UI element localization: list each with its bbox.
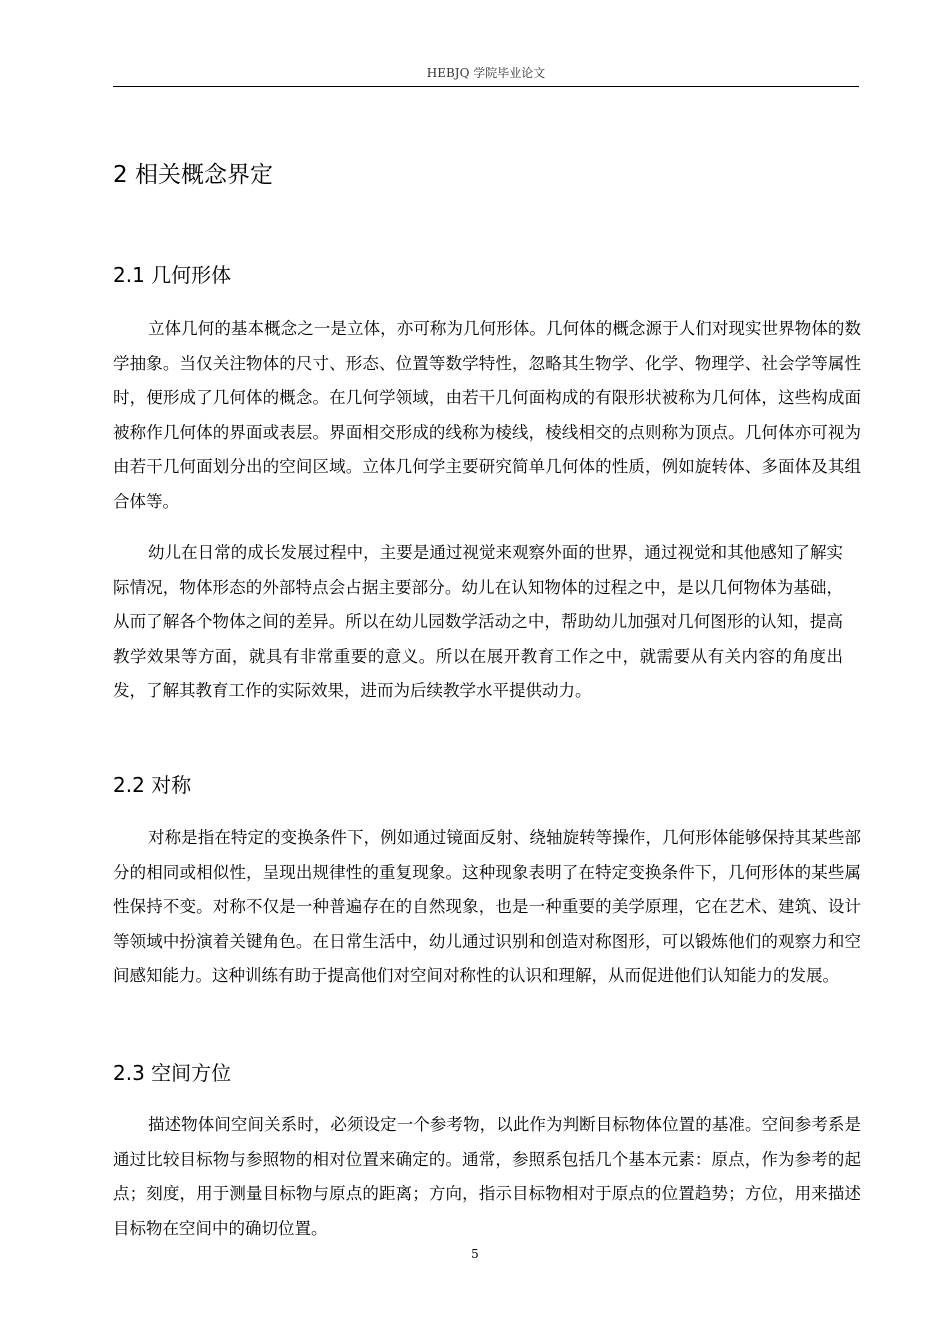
header-title: HEBJQ 学院毕业论文 xyxy=(426,66,546,80)
section-title-2-3: 2.3 空间方位 xyxy=(113,1061,232,1085)
page-header xyxy=(113,64,859,87)
paragraph-children-perception: 幼儿在日常的成长发展过程中，主要是通过视觉来观察外面的世界，通过视觉和其他感知了解实际情况，物体形态的外部特点会占据主要部分。幼儿在认知物体的过程之中，是以几何物体为基础，从而了解各个物体之间的差异。所以在幼儿园数学活动之中，帮助幼儿加强对几何图形的认知，提高教学效果等方面，就具有非常重要的意义。所以在展开教育工作之中，就需要从有关内容的角度出发，了解其教育工作的实际效果，进而为后续教学水平提供动力。 xyxy=(113,543,843,700)
paragraph-geometry-concept: 立体几何的基本概念之一是立体，亦可称为几何形体。几何体的概念源于人们对现实世界物体的数学抽象。当仅关注物体的尺寸、形态、位置等数学特性，忽略其生物学、化学、物理学、社会学等属性时，便形成了几何体的概念。在几何学领域，由若干几何面构成的有限形状被称为几何体，这些构成面被称作几何体的界面或表层。界面相交形成的线称为棱线，棱线相交的点则称为顶点。几何体亦可视为由若干几何面划分出的空间区域。立体几何学主要研究简单几何体的性质，例如旋转体、多面体及其组合体等。 xyxy=(113,319,861,511)
section-title-2-1: 2.1 几何形体 xyxy=(113,263,232,287)
page-number: 5 xyxy=(471,1247,479,1261)
section-title-2-2: 2.2 对称 xyxy=(113,773,192,797)
paragraph-spatial-orientation: 描述物体间空间关系时，必须设定一个参考物，以此作为判断目标物体位置的基准。空间参考系是通过比较目标物与参照物的相对位置来确定的。通常，参照系包括几个基本元素：原点，作为参考的起点；刻度，用于测量目标物与原点的距离；方向，指示目标物相对于原点的位置趋势；方位，用来描述目标物在空间中的确切位置。 xyxy=(113,1115,861,1238)
chapter-title: 2 相关概念界定 xyxy=(113,162,273,188)
paragraph-symmetry: 对称是指在特定的变换条件下，例如通过镜面反射、绕轴旋转等操作，几何形体能够保持其某些部分的相同或相似性，呈现出规律性的重复现象。这种现象表明了在特定变换条件下，几何形体的某些属性保持不变。对称不仅是一种普遍存在的自然现象，也是一种重要的美学原理，它在艺术、建筑、设计等领域中扮演着关键角色。在日常生活中，幼儿通过识别和创造对称图形，可以锻炼他们的观察力和空间感知能力。这种训练有助于提高他们对空间对称性的认识和理解，从而促进他们认知能力的发展。 xyxy=(113,828,861,985)
